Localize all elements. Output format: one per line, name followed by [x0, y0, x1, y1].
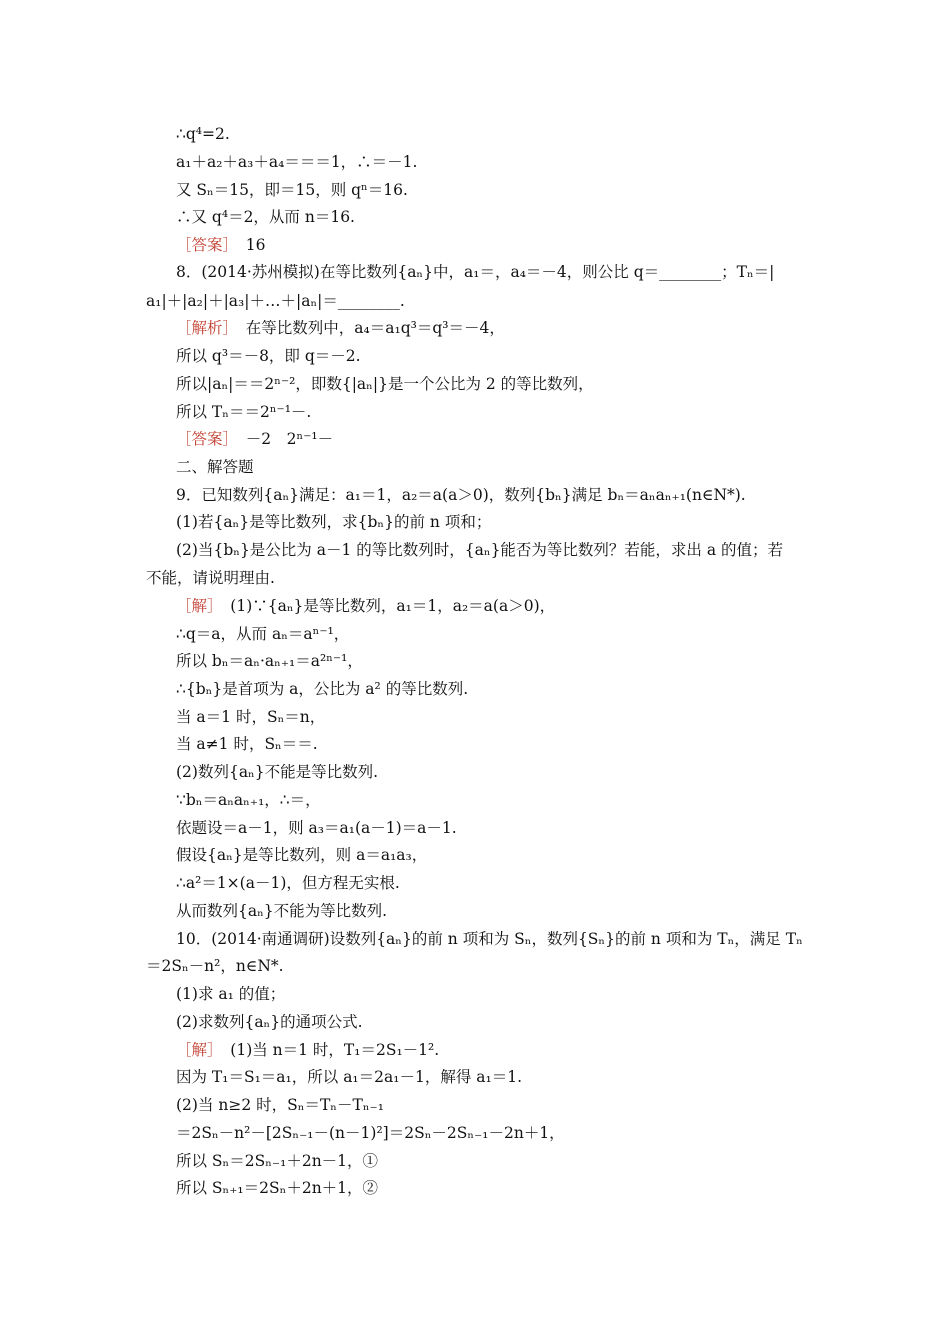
text-line: 因为 T₁＝S₁＝a₁，所以 a₁＝2a₁－1，解得 a₁＝1. [176, 1068, 522, 1086]
solution-tag: ［解］ [176, 1041, 215, 1059]
section-heading: 二、解答题 [176, 458, 254, 476]
text-line: (2)数列{aₙ}不能是等比数列. [176, 763, 379, 781]
text-line: 所以 Sₙ₊₁＝2Sₙ＋2n＋1，② [176, 1179, 379, 1197]
answer-value: －2 2ⁿ⁻¹－ [245, 430, 334, 448]
text-line: 当 a＝1 时，Sₙ＝n， [176, 708, 326, 726]
text-line: (2)求数列{aₙ}的通项公式. [176, 1013, 363, 1031]
solution-tag: ［解］ [176, 597, 215, 615]
text-line: 从而数列{aₙ}不能为等比数列. [176, 902, 388, 920]
text-line: (2)当{bₙ}是公比为 a－1 的等比数列时，{aₙ}能否为等比数列？若能，求出 a 的值；若 [176, 541, 784, 559]
question-10-line-2: ＝2Sₙ－n²，n∈N*. [146, 957, 284, 975]
answer-tag: ［答案］ [176, 430, 231, 448]
text-line: ∵bₙ＝aₙaₙ₊₁，∴＝， [176, 791, 321, 809]
text-line: ∴又 q⁴＝2，从而 n＝16. [176, 208, 355, 226]
text-line: 所以 Tₙ＝＝2ⁿ⁻¹－. [176, 403, 312, 421]
answer-line [176, 429, 333, 449]
text-line: 所以 q³＝－8，即 q＝－2. [176, 347, 361, 365]
text-line: ∴{bₙ}是首项为 a，公比为 a² 的等比数列. [176, 680, 469, 698]
solution-line [176, 1040, 439, 1060]
answer-value: 16 [245, 236, 266, 254]
text-line: (2)当 n≥2 时，Sₙ＝Tₙ－Tₙ₋₁ [176, 1096, 384, 1114]
text-line: 依题设＝a－1，则 a₃＝a₁(a－1)＝a－1. [176, 819, 457, 837]
text-line: 所以|aₙ|＝＝2ⁿ⁻²，即数{|aₙ|}是一个公比为 2 的等比数列， [176, 375, 594, 393]
answer-tag: ［答案］ [176, 236, 231, 254]
text-line: 假设{aₙ}是等比数列，则 a＝a₁a₃， [176, 846, 428, 864]
text-line: a₁＋a₂＋a₃＋a₄＝＝＝1，∴＝－1. [176, 153, 418, 171]
text-line: ∴a²＝1×(a－1)，但方程无实根. [176, 874, 400, 892]
analysis-tag: ［解析］ [176, 319, 231, 337]
solution-text: (1)当 n＝1 时，T₁＝2S₁－1². [230, 1041, 440, 1059]
answer-line [176, 235, 266, 255]
solution-text: (1)∵{aₙ}是等比数列，a₁＝1，a₂＝a(a＞0)， [230, 597, 556, 615]
text-line: ＝2Sₙ－n²－[2Sₙ₋₁－(n－1)²]＝2Sₙ－2Sₙ₋₁－2n＋1， [176, 1124, 565, 1142]
solution-line [176, 596, 555, 616]
question-8-line-2: a₁|＋|a₂|＋|a₃|＋…＋|aₙ|＝________. [146, 292, 405, 310]
text-line: ∴q⁴=2. [176, 125, 230, 143]
analysis-text: 在等比数列中，a₄＝a₁q³＝q³＝－4， [245, 319, 505, 337]
text-line: ∴q＝a，从而 aₙ＝aⁿ⁻¹， [176, 625, 350, 643]
question-9-stem: 9．已知数列{aₙ}满足：a₁＝1，a₂＝a(a＞0)，数列{bₙ}满足 bₙ＝aₙaₙ₊₁(n∈N*). [176, 486, 746, 504]
analysis-line [176, 318, 505, 338]
text-line: 当 a≠1 时，Sₙ＝＝. [176, 735, 318, 753]
question-10-line-1: 10．(2014·南通调研)设数列{aₙ}的前 n 项和为 Sₙ，数列{Sₙ}的前 n 项和为 Tₙ，满足 Tₙ [176, 930, 803, 948]
text-line: 又 Sₙ＝15，即＝15，则 qⁿ＝16. [176, 181, 408, 199]
text-line: 所以 bₙ＝aₙ·aₙ₊₁＝a²ⁿ⁻¹， [176, 652, 363, 670]
text-line: 不能，请说明理由. [146, 569, 275, 587]
text-line: (1)求 a₁ 的值； [176, 985, 286, 1003]
text-line: (1)若{aₙ}是等比数列，求{bₙ}的前 n 项和； [176, 513, 492, 531]
text-line: 所以 Sₙ＝2Sₙ₋₁＋2n－1，① [176, 1152, 379, 1170]
question-8-line-1: 8．(2014·苏州模拟)在等比数列{aₙ}中，a₁＝，a₄＝－4，则公比 q＝________；Tₙ＝| [176, 263, 775, 281]
